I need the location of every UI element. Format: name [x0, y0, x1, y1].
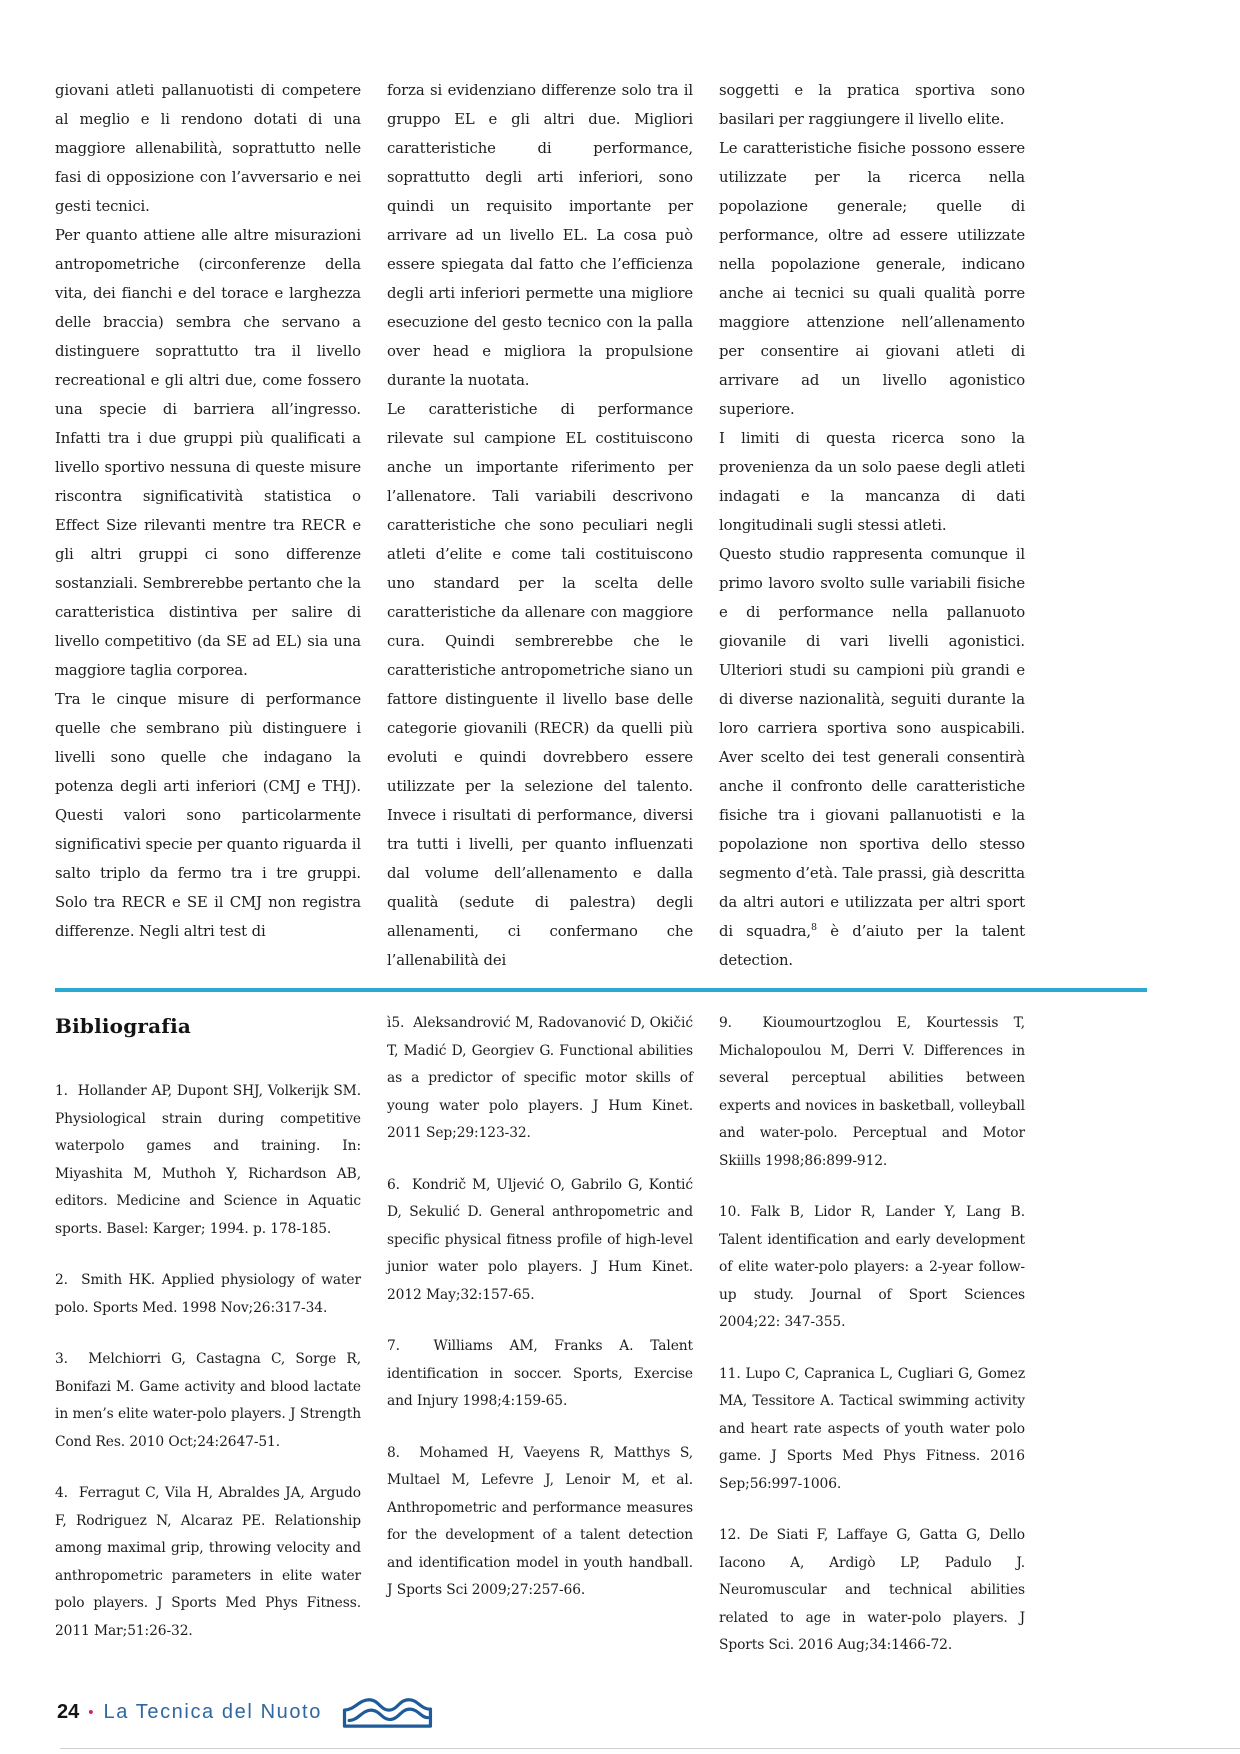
footer-bullet: • — [88, 1703, 94, 1721]
wave-logo-icon — [338, 1695, 436, 1729]
page-number: 24 — [57, 1700, 80, 1723]
reference-item: 12. De Siati F, Laffaye G, Gatta G, Dello Iacono A, Ardigò LP, Padulo J. Neuromuscular and technical abilities related to age in water-polo players. J Sports Sci. 2016 Aug;34:1466-72. — [719, 1527, 1025, 1653]
reference-item: 11. Lupo C, Capranica L, Cugliari G, Gomez MA, Tessitore A. Tactical swimming activity and heart rate aspects of youth water polo game. J Sports Med Phys Fitness. 2016 Sep;56:997-1006. — [719, 1365, 1025, 1492]
text-column-1 — [55, 76, 361, 984]
reference-item: 3. Melchiorri G, Castagna C, Sorge R, Bonifazi M. Game activity and blood lactate in men’s elite water-polo players. J Strength Cond Res. 2010 Oct;24:2647-51. — [55, 1351, 361, 1450]
body-paragraph: Le caratteristiche di performance rilevate sul campione EL costituiscono anche un importante riferimento per l’allenatore. Tali variabili descrivono caratteristiche che sono peculiari negli atleti d’elite e come tali costituiscono uno standard per la scelta delle caratteristiche da allenare con maggiore cura. Quindi sembrerebbe che le caratteristiche antropometriche siano un fattore distinguente il livello base delle categorie giovanili (RECR) da quelli più evoluti e quindi dovrebbero essere utilizzate per la selezione del talento. Invece i risultati di performance, diversi tra tutti i livelli, per quanto influenzati dal volume dell’allenamento e dalla qualità (sedute di palestra) degli allenamenti, ci confermano che l’allenabilità dei — [387, 401, 693, 969]
text-column-2 — [387, 76, 693, 984]
text-column-3 — [719, 76, 1025, 984]
reference-item: ì5. Aleksandrović M, Radovanović D, Okičić T, Madić D, Georgiev G. Functional abilities as a predictor of specific motor skills of young water polo players. J Hum Kinet. 2011 Sep;29:123-32. — [387, 1015, 693, 1141]
bibliography-heading: Bibliografia — [55, 1014, 192, 1038]
bibliography-column-1 — [55, 1010, 361, 1688]
page-footer — [57, 1692, 436, 1732]
reference-item: 2. Smith HK. Applied physiology of water polo. Sports Med. 1998 Nov;26:317-34. — [55, 1272, 361, 1316]
article-body — [55, 76, 1027, 984]
body-paragraph: I limiti di questa ricerca sono la provenienza da un solo paese degli atleti indagati e la mancanza di dati longitudinali sugli stessi atleti. — [719, 430, 1025, 534]
page-edge-line — [60, 1748, 1240, 1749]
reference-item: 9. Kioumourtzoglou E, Kourtessis T, Michalopoulou M, Derri V. Differences in several perceptual abilities between experts and novices in basketball, volleyball and water-polo. Perceptual and Motor Skiills 1998;86:899-912. — [719, 1015, 1025, 1169]
body-paragraph: soggetti e la pratica sportiva sono basilari per raggiungere il livello elite. — [719, 82, 1025, 128]
body-paragraph: Le caratteristiche fisiche possono essere utilizzate per la ricerca nella popolazione generale; quelle di performance, oltre ad essere utilizzate nella popolazione generale, indicano anche ai tecnici su quali qualità porre maggiore attenzione nell’allenamento per consentire ai giovani atleti di arrivare ad un livello agonistico superiore. — [719, 140, 1025, 418]
magazine-title: La Tecnica del Nuoto — [103, 1700, 322, 1723]
body-paragraph: forza si evidenziano differenze solo tra il gruppo EL e gli altri due. Migliori caratteristiche di performance, soprattutto degli arti inferiori, sono quindi un requisito importante per arrivare ad un livello EL. La cosa può essere spiegata dal fatto che l’efficienza degli arti inferiori permette una migliore esecuzione del gesto tecnico con la palla over head e migliora la propulsione durante la nuotata. — [387, 82, 693, 389]
reference-item: 1. Hollander AP, Dupont SHJ, Volkerijk SM. Physiological strain during competitive waterpolo games and training. In: Miyashita M, Muthoh Y, Richardson AB, editors. Medicine and Science in Aquatic sports. Basel: Karger; 1994. p. 178-185. — [55, 1083, 361, 1237]
bibliography-column-2 — [387, 1010, 693, 1688]
reference-item: 7. Williams AM, Franks A. Talent identification in soccer. Sports, Exercise and Injury 1998;4:159-65. — [387, 1338, 693, 1409]
paragraph-text: è d’aiuto per la talent detection. — [719, 923, 1025, 969]
section-divider — [55, 988, 1147, 992]
citation-superscript: 8 — [811, 922, 817, 934]
bibliography-column-3 — [719, 1010, 1025, 1688]
reference-item: 10. Falk B, Lidor R, Lander Y, Lang B. Talent identification and early development of elite water-polo players: a 2-year follow-up study. Journal of Sport Sciences 2004;22: 347-355. — [719, 1204, 1025, 1330]
reference-item: 8. Mohamed H, Vaeyens R, Matthys S, Multael M, Lefevre J, Lenoir M, et al. Anthropometric and performance measures for the development of a talent detection and identification model in youth handball. J Sports Sci 2009;27:257-66. — [387, 1444, 693, 1598]
reference-item: 6. Kondrič M, Uljević O, Gabrilo G, Kontić D, Sekulić D. General anthropometric and specific physical fitness profile of high-level junior water polo players. J Hum Kinet. 2012 May;32:157-65. — [387, 1176, 693, 1303]
paragraph-text: Questo studio rappresenta comunque il primo lavoro svolto sulle variabili fisiche e di performance nella pallanuoto giovanile di vari livelli agonistici. Ulteriori studi su campioni più grandi e di diverse nazionalità, seguiti durante la loro carriera sportiva sono auspicabili. Aver scelto dei test generali consentirà anche il confronto delle caratteristiche fisiche tra i giovani pallanuotisti e la popolazione non sportiva dello stesso segmento d’età. Tale prassi, già descritta da altri autori e utilizzata per altri sport di squadra, — [719, 546, 1025, 940]
body-paragraph: Tra le cinque misure di performance quelle che sembrano più distinguere i livelli sono quelle che indagano la potenza degli arti inferiori (CMJ e THJ). Questi valori sono particolarmente significativi specie per quanto riguarda il salto triplo da fermo tra i tre gruppi. Solo tra RECR e SE il CMJ non registra differenze. Negli altri test di — [55, 691, 361, 940]
body-paragraph: giovani atleti pallanuotisti di competere al meglio e li rendono dotati di una maggiore allenabilità, soprattutto nelle fasi di opposizione con l’avversario e nei gesti tecnici. — [55, 82, 361, 215]
body-paragraph: Per quanto attiene alle altre misurazioni antropometriche (circonferenze della vita, dei fianchi e del torace e larghezza delle braccia) sembra che servano a distinguere soprattutto tra il livello recreational e gli altri due, come fossero una specie di barriera all’ingresso. Infatti tra i due gruppi più qualificati a livello sportivo nessuna di queste misure riscontra significatività statistica o Effect Size rilevanti mentre tra RECR e gli altri gruppi ci sono differenze sostanziali. Sembrerebbe pertanto che la caratteristica distintiva per salire di livello competitivo (da SE ad EL) sia una maggiore taglia corporea. — [55, 227, 361, 679]
reference-item: 4. Ferragut C, Vila H, Abraldes JA, Argudo F, Rodriguez N, Alcaraz PE. Relationship among maximal grip, throwing velocity and anthropometric parameters in elite water polo players. J Sports Med Phys Fitness. 2011 Mar;51:26-32. — [55, 1485, 361, 1639]
body-paragraph — [719, 540, 1025, 975]
bibliography-section — [55, 1010, 1027, 1688]
